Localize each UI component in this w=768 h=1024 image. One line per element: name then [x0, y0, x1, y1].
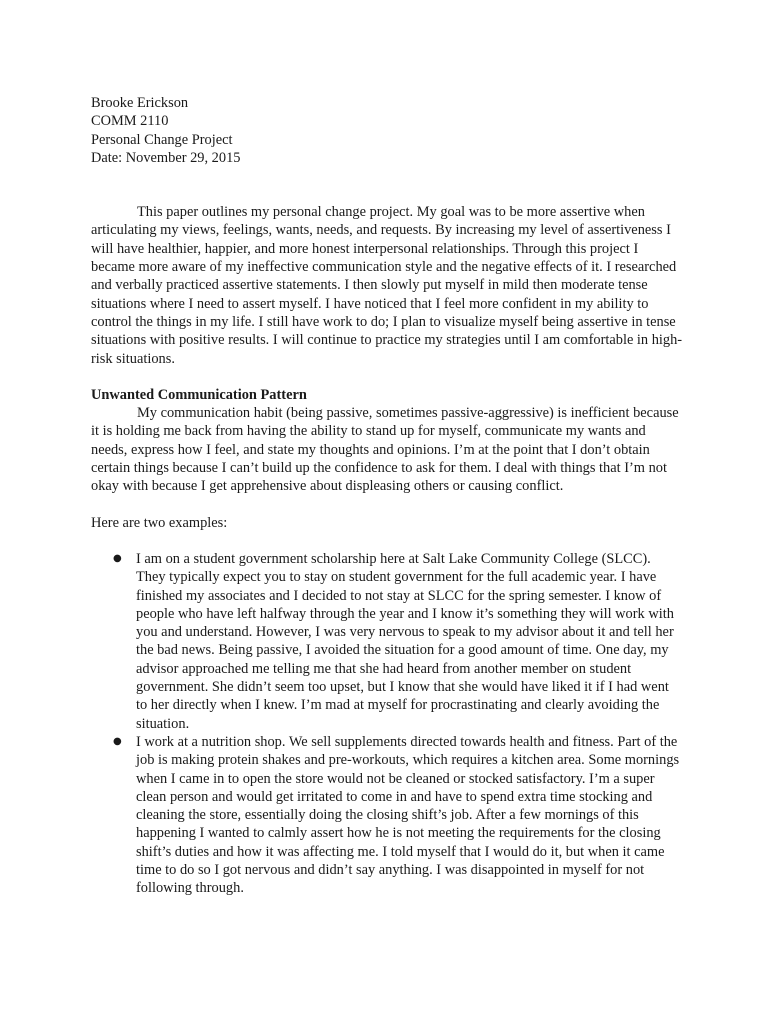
bullet-icon: ● — [113, 735, 122, 747]
example-text: I work at a nutrition shop. We sell supplements directed towards health and fitness. Part of the job is making protein shakes and pre-workouts, which requires a kitchen area. Some mornings when I came in to open the store would not be cleaned or stocked satisfactory. I’m a super clean person and would get irritated to come in and have to spend extra time stocking and cleaning the store, essentially doing the closing shift’s job. After a few mornings of this happening I wanted to calmly assert how he is not meeting the requirements for the closing shift’s duties and how it was affecting me. I told myself that I would do it, but when it came time to do so I got nervous and didn’t say anything. I was disappointed in myself for not following through. — [136, 733, 680, 897]
document-date: Date: November 29, 2015 — [91, 149, 241, 166]
document-page — [91, 94, 683, 898]
section-heading: Unwanted Communication Pattern — [91, 386, 307, 403]
list-item — [91, 550, 683, 733]
example-text: I am on a student government scholarship here at Salt Lake Community College (SLCC). They typically expect you to stay on student government for the full academic year. I have finished my associates and I decided to not stay at SLCC for the spring semester. I know of people who have left halfway through the year and I know it’s something they will work with you and understand. However, I was very nervous to speak to my advisor about it and tell her the bad news. Being passive, I avoided the situation for a good amount of time. One day, my advisor approached me telling me that she had heard from another member on student government. She didn’t seem too upset, but I know that she would have liked it if I had went to her directly when I knew. I’m mad at myself for procrastinating and clearly avoiding the situation. — [136, 550, 674, 732]
section-paragraph: My communication habit (being passive, sometimes passive-aggressive) is inefficient because it is holding me back from having the ability to stand up for myself, communicate my wants and needs, express how I feel, and state my thoughts and opinions. I’m at the point that I don’t obtain certain things because I can’t build up the confidence to ask for them. I deal with things that I’m not okay with because I get apprehensive about displeasing others or causing conflict. — [91, 405, 679, 495]
document-header — [91, 94, 683, 167]
intro-paragraph: This paper outlines my personal change project. My goal was to be more assertive when articulating my views, feelings, wants, needs, and requests. By increasing my level of assertiveness I will have healthier, happier, and more honest interpersonal relationships. Through this project I became more aware of my ineffective communication style and the negative effects of it. I researched and verbally practiced assertive statements. I then slowly put myself in mild then moderate tense situations where I need to assert myself. I have noticed that I feel more confident in my ability to control the things in my life. I still have work to do; I plan to visualize myself being assertive in tense situations with positive results. I will continue to practice my strategies until I am comfortable in high-risk situations. — [91, 204, 683, 367]
examples-intro: Here are two examples: — [91, 514, 228, 531]
project-title: Personal Change Project — [91, 131, 233, 148]
list-item — [91, 733, 683, 898]
author-name: Brooke Erickson — [91, 95, 189, 111]
course-code: COMM 2110 — [91, 113, 169, 130]
bullet-icon: ● — [113, 552, 122, 564]
examples-list — [91, 550, 683, 898]
